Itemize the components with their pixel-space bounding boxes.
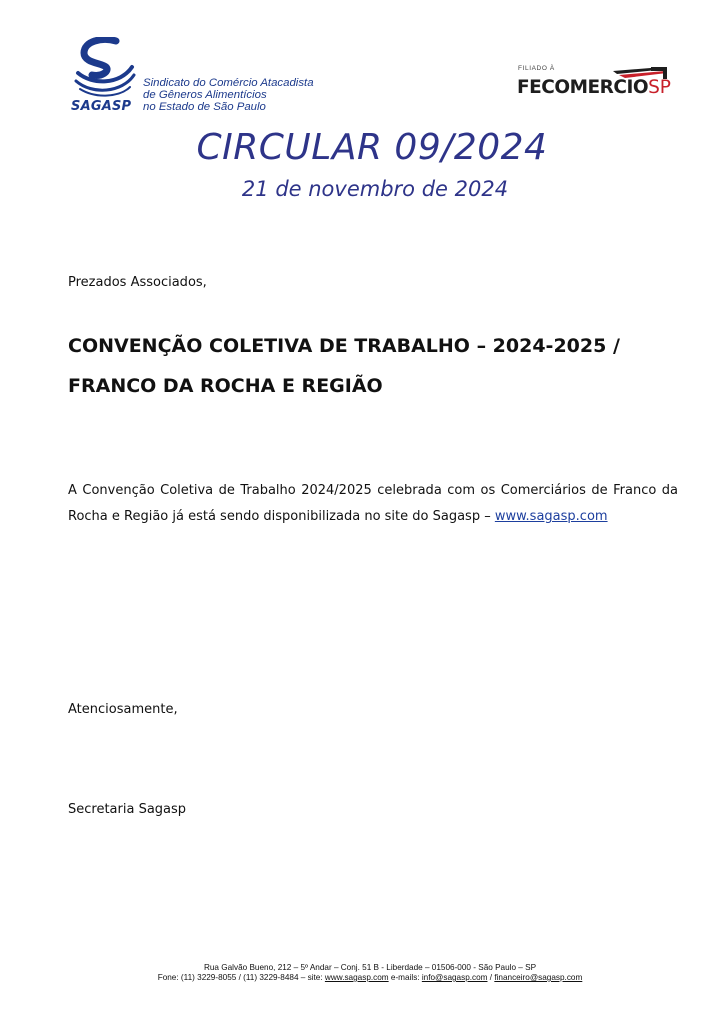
footer-address: Rua Galvão Bueno, 212 – 5º Andar – Conj. 51 B - Liberdade – 01506-000 - São Paulo – SP [203, 963, 537, 972]
sagasp-brand-text: SAGASP [71, 99, 132, 114]
footer [0, 963, 724, 983]
sagasp-tagline [143, 77, 314, 113]
paragraph-line-2-text: Rocha e Região já está sendo disponibilizada no site do Sagasp – [68, 509, 495, 524]
footer-phone: Fone: (11) 3229-8055 / (11) 3229-8484 – site: [157, 973, 325, 982]
sagasp-tagline-line-3: no Estado de São Paulo [143, 101, 266, 113]
fecomercio-filiado-label: FILIADO À [518, 65, 555, 72]
footer-site-link[interactable]: www.sagasp.com [324, 973, 389, 982]
sagasp-s-mark-icon [72, 37, 136, 101]
paragraph-line-2 [68, 504, 678, 530]
subject-line-2: FRANCO DA ROCHA E REGIÃO [68, 375, 383, 397]
circular-title: CIRCULAR 09/2024 [196, 127, 548, 168]
footer-contacts [0, 973, 724, 983]
footer-emails-label: e-mails: [388, 973, 422, 982]
subject-line-1: CONVENÇÃO COLETIVA DE TRABALHO – 2024-2025 / [68, 335, 620, 357]
sagasp-tagline-line-1: Sindicato do Comércio Atacadista [143, 77, 314, 89]
footer-email-financeiro-link[interactable]: financeiro@sagasp.com [494, 973, 583, 982]
fecomercio-wordmark [517, 77, 671, 98]
paragraph-line-1: A Convenção Coletiva de Trabalho 2024/2025 celebrada com os Comerciários de Franco da [68, 483, 678, 498]
sagasp-tagline-line-2: de Gêneros Alimentícios [143, 89, 267, 101]
fecomercio-sp: SP [648, 77, 671, 98]
circular-date: 21 de novembro de 2024 [241, 177, 509, 201]
subject-heading [68, 326, 676, 406]
footer-email-separator: / [487, 973, 495, 982]
greeting: Prezados Associados, [68, 275, 207, 290]
signature: Secretaria Sagasp [68, 802, 187, 817]
fecomercio-name: FECOMERCIO [517, 77, 649, 98]
sagasp-site-link[interactable]: www.sagasp.com [494, 509, 608, 524]
body-paragraph [68, 478, 678, 530]
closing: Atenciosamente, [68, 702, 178, 717]
fecomercio-logo [517, 62, 677, 102]
sagasp-logo [70, 37, 314, 117]
footer-email-info-link[interactable]: info@sagasp.com [421, 973, 488, 982]
